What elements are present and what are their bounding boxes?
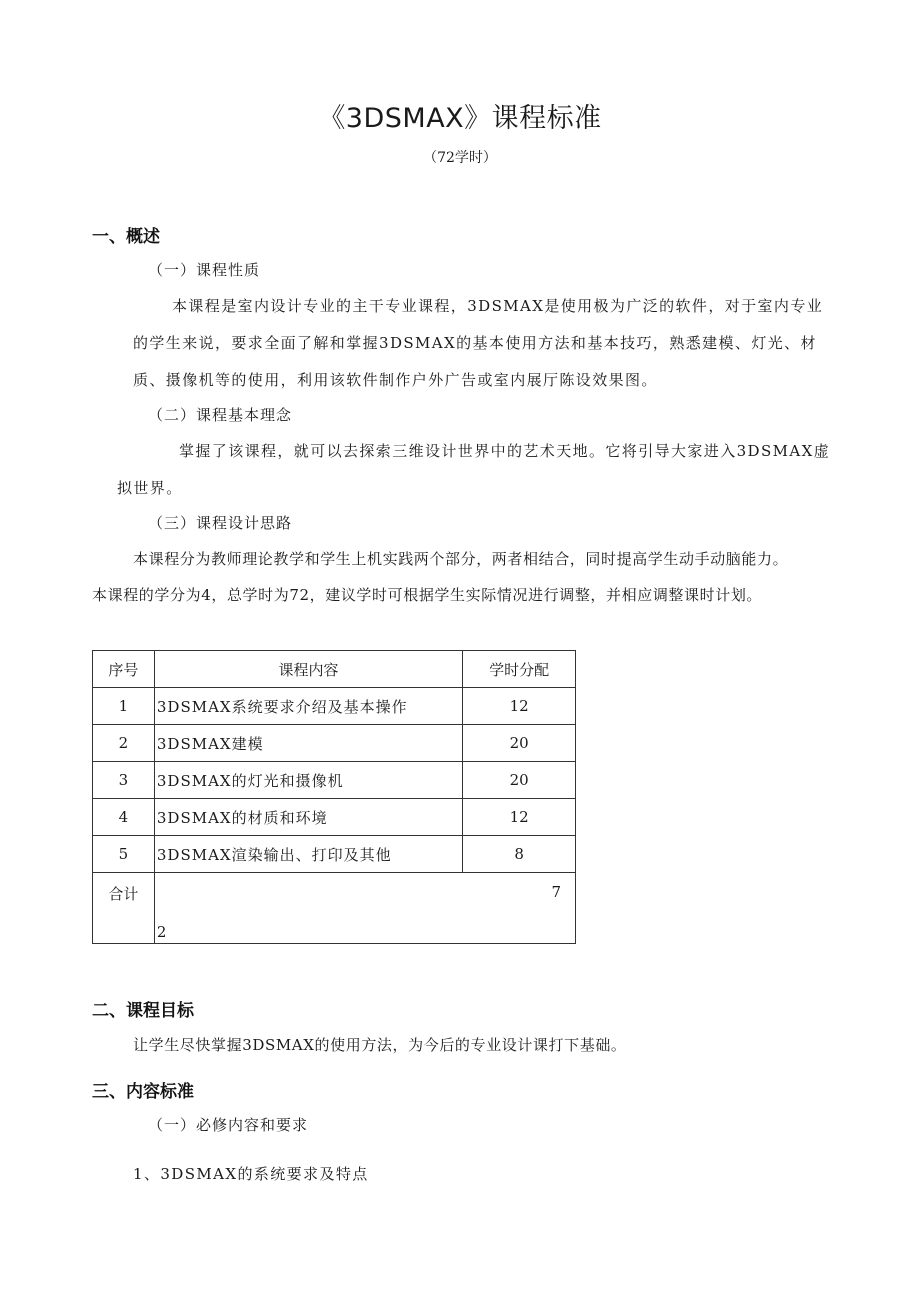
subheading-course-nature: （一）课程性质 bbox=[148, 261, 261, 279]
paragraph-line: 掌握了该课程，就可以去探索三维设计世界中的艺术天地。它将引导大家进入3DSMAX虚 bbox=[179, 442, 831, 460]
cell-number: 1 bbox=[93, 688, 155, 725]
paragraph-line: 拟世界。 bbox=[117, 479, 183, 497]
cell-total-label: 合计 bbox=[93, 873, 155, 944]
table-row bbox=[93, 836, 576, 873]
table-row bbox=[93, 799, 576, 836]
cell-hours: 12 bbox=[463, 799, 576, 836]
subheading-required-content: （一）必修内容和要求 bbox=[148, 1116, 309, 1134]
paragraph-line: 让学生尽快掌握3DSMAX的使用方法，为今后的专业设计课打下基础。 bbox=[133, 1036, 627, 1054]
cell-hours: 8 bbox=[463, 836, 576, 873]
paragraph-line: 的学生来说，要求全面了解和掌握3DSMAX的基本使用方法和基本技巧，熟悉建模、灯光、材 bbox=[133, 334, 817, 352]
cell-content: 3DSMAX建模 bbox=[154, 725, 462, 762]
table-row bbox=[93, 725, 576, 762]
list-item: 1、3DSMAX的系统要求及特点 bbox=[133, 1165, 369, 1183]
cell-hours: 12 bbox=[463, 688, 576, 725]
cell-content: 3DSMAX系统要求介绍及基本操作 bbox=[154, 688, 462, 725]
cell-content: 3DSMAX渲染输出、打印及其他 bbox=[154, 836, 462, 873]
section-heading-goals: 二、课程目标 bbox=[92, 1001, 194, 1021]
cell-hours: 20 bbox=[463, 725, 576, 762]
header-cell-number: 序号 bbox=[93, 651, 155, 688]
cell-hours: 20 bbox=[463, 762, 576, 799]
table-header-row bbox=[93, 651, 576, 688]
header-cell-content: 课程内容 bbox=[154, 651, 462, 688]
paragraph-line: 本课程是室内设计专业的主干专业课程，3DSMAX是使用极为广泛的软件，对于室内专业 bbox=[172, 297, 824, 315]
page-subtitle: （72学时） bbox=[423, 150, 497, 166]
cell-total-value bbox=[154, 873, 575, 944]
paragraph-line: 本课程的学分为4，总学时为72，建议学时可根据学生实际情况进行调整，并相应调整课时计划。 bbox=[92, 586, 763, 604]
table-row bbox=[93, 688, 576, 725]
section-heading-content-standard: 三、内容标准 bbox=[92, 1082, 194, 1102]
subheading-design-idea: （三）课程设计思路 bbox=[148, 514, 293, 532]
table-total-row bbox=[93, 873, 576, 944]
paragraph-line: 本课程分为教师理论教学和学生上机实践两个部分，两者相结合，同时提高学生动手动脑能力。 bbox=[133, 550, 789, 568]
cell-content: 3DSMAX的灯光和摄像机 bbox=[154, 762, 462, 799]
table-row bbox=[93, 762, 576, 799]
page-title: 《3DSMAX》课程标准 bbox=[318, 103, 602, 134]
cell-number: 3 bbox=[93, 762, 155, 799]
hours-table bbox=[92, 650, 576, 944]
header-cell-hours: 学时分配 bbox=[463, 651, 576, 688]
paragraph-line: 质、摄像机等的使用，利用该软件制作户外广告或室内展厅陈设效果图。 bbox=[133, 371, 658, 389]
cell-content: 3DSMAX的材质和环境 bbox=[154, 799, 462, 836]
subheading-basic-concept: （二）课程基本理念 bbox=[148, 406, 293, 424]
cell-number: 5 bbox=[93, 836, 155, 873]
cell-number: 4 bbox=[93, 799, 155, 836]
total-value-digit-1: 7 bbox=[551, 883, 561, 901]
section-heading-overview: 一、概述 bbox=[92, 227, 160, 247]
total-value-digit-2: 2 bbox=[156, 923, 167, 941]
cell-number: 2 bbox=[93, 725, 155, 762]
